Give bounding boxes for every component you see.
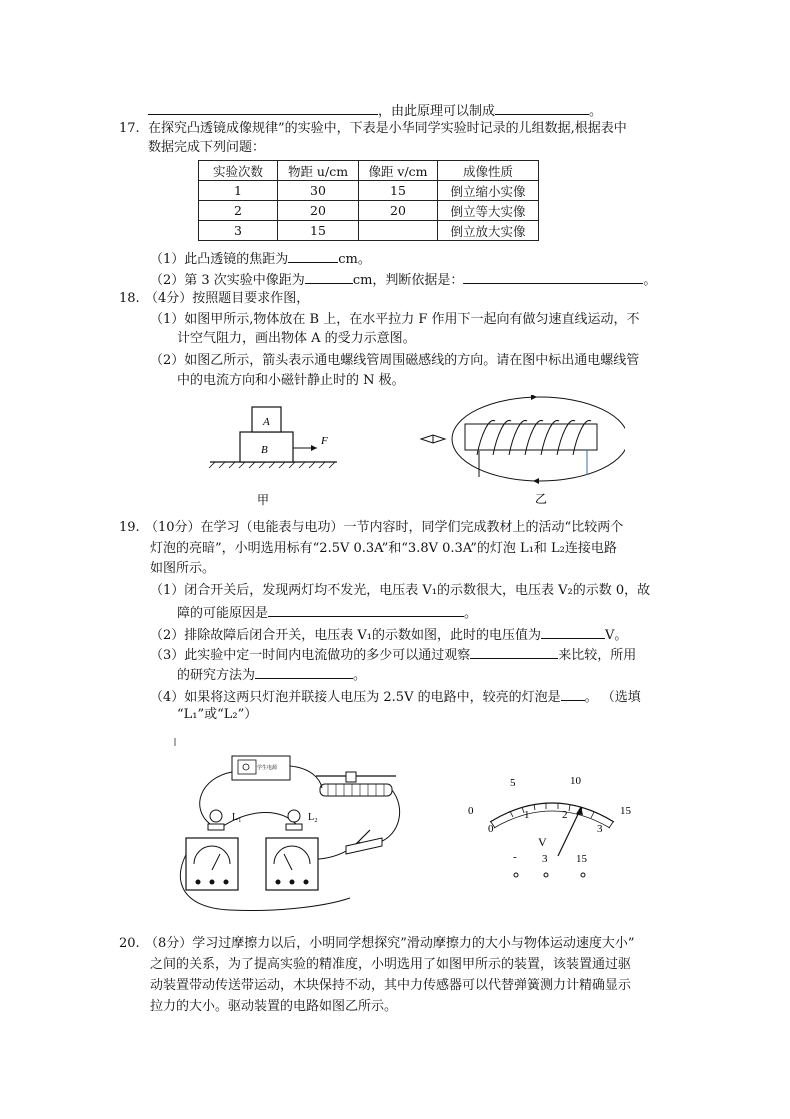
voltmeter-v2: [266, 838, 318, 890]
q20-text-3: 动装置带动传送带运动，木块保持不动，其中力传感器可以代替弹簧测力计精确显示: [150, 978, 632, 993]
q19-number: 19.: [119, 520, 140, 535]
q17-number: 17.: [119, 121, 140, 136]
table-row: [199, 221, 539, 241]
table-cell: 20: [359, 201, 438, 221]
table-header: 成像性质: [438, 161, 539, 181]
voltmeter-dial: [460, 770, 645, 885]
q20-text-2: 之间的关系，为了提高实验的精准度，小明选用了如图甲所示的装置，该装置通过驱: [150, 957, 632, 972]
label-l2: L₂: [308, 812, 318, 823]
q19-text-1: （10分）在学习（电能表与电功）一节内容时，同学们完成教材上的活动“比较两个: [145, 520, 624, 535]
q17-sub2: （2）第 3 次实验中像距为 cm，判断依据是： 。: [150, 269, 656, 290]
label-l1: L₁: [232, 812, 242, 823]
terminal-3: 3: [542, 853, 548, 865]
rheostat: [320, 784, 392, 796]
circuit-figure: [170, 738, 415, 918]
q18-sub1a: （1）如图甲所示,物体放在 B 上，在水平拉力 F 作用下一起向有做匀速直线运动，不: [150, 312, 640, 327]
table-header: 物距 u/cm: [278, 161, 359, 181]
terminal-15: 15: [576, 853, 587, 865]
table-cell: 2: [199, 201, 278, 221]
switch: [346, 830, 382, 854]
q17-data-table: [198, 160, 539, 241]
figure-blocks-a-b: [205, 400, 345, 510]
table-cell: 20: [278, 201, 359, 221]
q18-number: 18.: [119, 291, 140, 306]
bulb-l2: [286, 810, 302, 830]
q20-number: 20.: [119, 936, 140, 951]
q20-text-1: （8分）学习过摩擦力以后，小明同学想探究”滑动摩擦力的大小与物体运动速度大小”: [145, 936, 635, 951]
figure-solenoid: [415, 395, 625, 510]
q19-sub3a: （3）此实验中定一时间内电流做功的多少可以通过观察 来比较，所用: [150, 644, 636, 665]
q17-text-2: 数据完成下列问题：: [148, 140, 266, 155]
table-header: 像距 v/cm: [359, 161, 438, 181]
q18-sub2a: （2）如图乙所示，箭头表示通电螺线管周围磁感线的方向。请在图中标出通电螺线管: [150, 353, 640, 368]
q19-text-2: 灯泡的亮暗”，小明选用标有“2.5V 0.3A”和“3.8V 0.3A”的灯泡 L₁和 L₂连接电路: [150, 541, 617, 556]
q19-text-3: 如图所示。: [150, 561, 216, 576]
q17-text-1: 在探究凸透镜成像规律”的实验中，下表是小华同学实验时记录的儿组数据,根据表中: [148, 121, 627, 136]
caption-jia: 甲: [257, 493, 270, 507]
q19-sub1a: （1）闭合开关后，发现两灯均不发光，电压表 V₁的示数很大，电压表 V₂的示数 0，故: [150, 583, 651, 598]
label-f: F: [321, 435, 328, 447]
table-cell: [359, 221, 438, 241]
bulb-l1: [208, 810, 224, 830]
table-cell: 15: [278, 221, 359, 241]
table-cell: 15: [359, 181, 438, 201]
caption-yi: 乙: [535, 492, 548, 506]
label-b: B: [261, 444, 268, 456]
table-header-row: [199, 161, 539, 181]
table-cell: 30: [278, 181, 359, 201]
q19-sub4a: （4）如果将这两只灯泡并联接人电压为 2.5V 的电路中，较亮的灯泡是 。 （选填: [150, 686, 641, 707]
dial-outer-10: 10: [570, 775, 581, 787]
dial-outer-0: 0: [468, 805, 474, 817]
dial-inner-3: 3: [597, 823, 603, 835]
power-label: 学生电源: [257, 765, 278, 771]
q19-sub1b: 障的可能原因是 。: [177, 602, 477, 623]
q18-text: （4分）按照题目要求作图，: [145, 291, 310, 306]
line0-mid: ，由此原理可以制成: [378, 104, 496, 119]
dial-inner-0: 0: [488, 823, 494, 835]
q19-sub2: （2）排除故障后闭合开关，电压表 V₁的示数如图，此时的电压值为 V。: [150, 624, 627, 645]
label-a: A: [263, 416, 270, 428]
table-cell: 倒立缩小实像: [438, 181, 539, 201]
table-cell: 1: [199, 181, 278, 201]
dial-inner-1: 1: [524, 809, 530, 821]
solenoid-tube: [465, 424, 597, 450]
q19-sub4b: “L₁”或“L₂”）: [177, 707, 258, 722]
dial-outer-15: 15: [620, 805, 631, 817]
answer-line-top: ，由此原理可以制成 。: [148, 100, 602, 121]
q19-sub3b: 的研究方法为 。: [177, 664, 366, 685]
table-row: [199, 201, 539, 221]
dial-symbol: V: [538, 835, 547, 849]
q17-sub1: （1）此凸透镜的焦距为 cm。: [150, 248, 371, 269]
table-header: 实验次数: [199, 161, 278, 181]
dial-inner-2: 2: [562, 809, 568, 821]
table-row: [199, 181, 539, 201]
q20-text-4: 拉力的大小。驱动装置的电路如图乙所示。: [150, 999, 398, 1014]
q18-sub1b: 计空气阻力，画出物体 A 的受力示意图。: [177, 331, 416, 346]
table-cell: 倒立放大实像: [438, 221, 539, 241]
dial-outer-5: 5: [510, 777, 516, 789]
q18-sub2b: 中的电流方向和小磁针静止时的 N 极。: [177, 373, 405, 388]
table-cell: 3: [199, 221, 278, 241]
voltmeter-v1: [186, 838, 238, 890]
table-cell: 倒立等大实像: [438, 201, 539, 221]
terminal-neg: -: [513, 851, 517, 863]
